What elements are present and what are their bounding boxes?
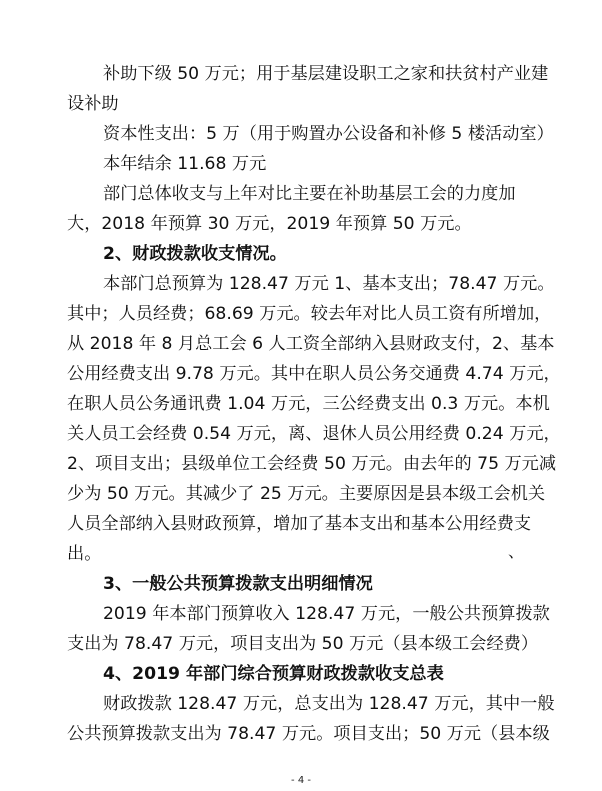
text-line: 人员全部纳入县财政预算，增加了基本支出和基本公用经费支 — [67, 514, 532, 534]
page-number: - 4 - — [291, 775, 311, 786]
text-line: 资本性支出：5 万（用于购置办公设备和补修 5 楼活动室） — [103, 124, 554, 144]
text-line: 少为 50 万元。其减少了 25 万元。主要原因是县本级工会机关 — [67, 484, 546, 504]
text-line: 本部门总预算为 128.47 万元 1、基本支出；78.47 万元。 — [103, 274, 555, 294]
section-heading: 3、一般公共预算拨款支出明细情况 — [103, 574, 373, 594]
text-line: 支出为 78.47 万元，项目支出为 50 万元（县本级工会经费） — [67, 634, 539, 654]
text-line: 大，2018 年预算 30 万元，2019 年预算 50 万元。 — [67, 214, 472, 234]
text-line: 公用经费支出 9.78 万元。其中在职人员公务交通费 4.74 万元， — [67, 364, 561, 384]
text-line: 2019 年本部门预算收入 128.47 万元，一般公共预算拨款 — [103, 604, 550, 624]
stray-mark: 、 — [508, 542, 525, 561]
text-line: 在职人员公务通讯费 1.04 万元，三公经费支出 0.3 万元。本机 — [67, 394, 550, 414]
text-line: 财政拨款 128.47 万元，总支出为 128.47 万元，其中一般 — [103, 694, 555, 714]
text-line: 2、项目支出；县级单位工会经费 50 万元。由去年的 75 万元减 — [67, 454, 557, 474]
text-line: 出。 — [67, 544, 102, 564]
text-line: 补助下级 50 万元；用于基层建设职工之家和扶贫村产业建 — [103, 64, 549, 84]
text-line: 本年结余 11.68 万元 — [103, 154, 267, 174]
text-line: 关人员工会经费 0.54 万元，离、退休人员公用经费 0.24 万元， — [67, 424, 561, 444]
text-line: 公共预算拨款支出为 78.47 万元。项目支出；50 万元（县本级 — [67, 724, 550, 744]
section-heading: 4、2019 年部门综合预算财政拨款收支总表 — [103, 664, 444, 684]
text-line: 其中；人员经费；68.69 万元。较去年对比人员工资有所增加， — [67, 304, 552, 324]
section-heading: 2、财政拨款收支情况。 — [103, 244, 287, 264]
text-line: 设补助 — [67, 94, 119, 114]
text-line: 部门总体收支与上年对比主要在补助基层工会的力度加 — [103, 184, 516, 204]
text-line: 从 2018 年 8 月总工会 6 人工资全部纳入县财政支付，2、基本 — [67, 334, 555, 354]
